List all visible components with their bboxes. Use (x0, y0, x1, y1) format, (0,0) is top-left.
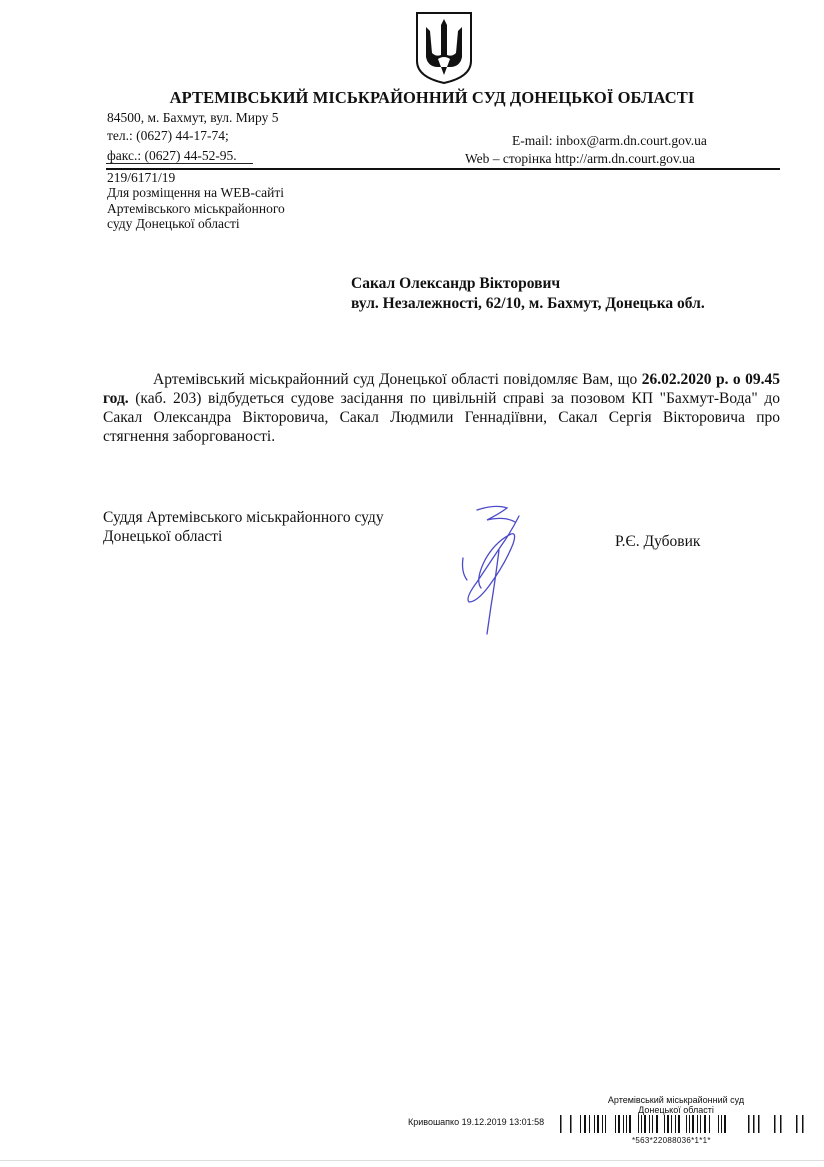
recipient-name: Сакал Олександр Вікторович (351, 275, 561, 292)
recipient-block (351, 274, 705, 314)
handwritten-signature (455, 502, 535, 637)
stamp-court-line: Артемівський міськрайонний суд (607, 1095, 745, 1105)
judge-title-line: Донецької області (103, 528, 223, 545)
notice-body (103, 370, 780, 446)
notice-text-end: (каб. 203) відбудеться судове засідання по цивільній справі за позовом КП "Бахмут-Вода" до Сакал Олександра Вікторовича, Сакал Людмили Геннадіївни, Сакал Сергія Вікторовича про стягнення заборгованості. (103, 390, 780, 445)
barcode (560, 1113, 805, 1135)
case-number: 219/6171/19 (107, 170, 176, 185)
court-phone: тел.: (0627) 44-17-74; (107, 128, 229, 143)
court-name: АРТЕМІВСЬКИЙ МІСЬКРАЙОННИЙ СУД ДОНЕЦЬКОЇ ОБЛАСТІ (169, 88, 695, 107)
notice-text-start: Артемівський міськрайонний суд Донецької області повідомляє Вам, що (153, 371, 642, 388)
court-email: E-mail: inbox@arm.dn.court.gov.ua (512, 133, 707, 148)
scan-edge-line (0, 1160, 824, 1161)
court-fax: факс.: (0627) 44-52-95. (107, 148, 237, 163)
header-divider (106, 168, 780, 170)
barcode-code: *563*22088036*1*1* (632, 1136, 711, 1145)
stamp-court-line: Донецької області (638, 1105, 714, 1115)
stamp-court (606, 1095, 746, 1115)
web-note-line: Для розміщення на WEB-сайті (107, 185, 284, 200)
web-note-line: суду Донецької області (107, 216, 240, 231)
web-note (107, 185, 285, 232)
fax-underline (106, 163, 253, 164)
web-note-line: Артемівського міськрайонного (107, 200, 285, 216)
coat-of-arms-icon (414, 11, 474, 85)
hearing-datetime: 26.02.2020 р. о 09.45 год. (103, 371, 781, 407)
judge-title (103, 508, 384, 546)
court-address: 84500, м. Бахмут, вул. Миру 5 (107, 110, 279, 125)
judge-title-line: Суддя Артемівського міськрайонного суду (103, 509, 384, 526)
court-website: Web – сторінка http://arm.dn.court.gov.ua (465, 151, 695, 166)
stamp-meta: Кривошапко 19.12.2019 13:01:58 (408, 1117, 545, 1127)
judge-name: Р.Є. Дубовик (615, 533, 701, 550)
recipient-address: вул. Незалежності, 62/10, м. Бахмут, Донецька обл. (351, 295, 705, 312)
